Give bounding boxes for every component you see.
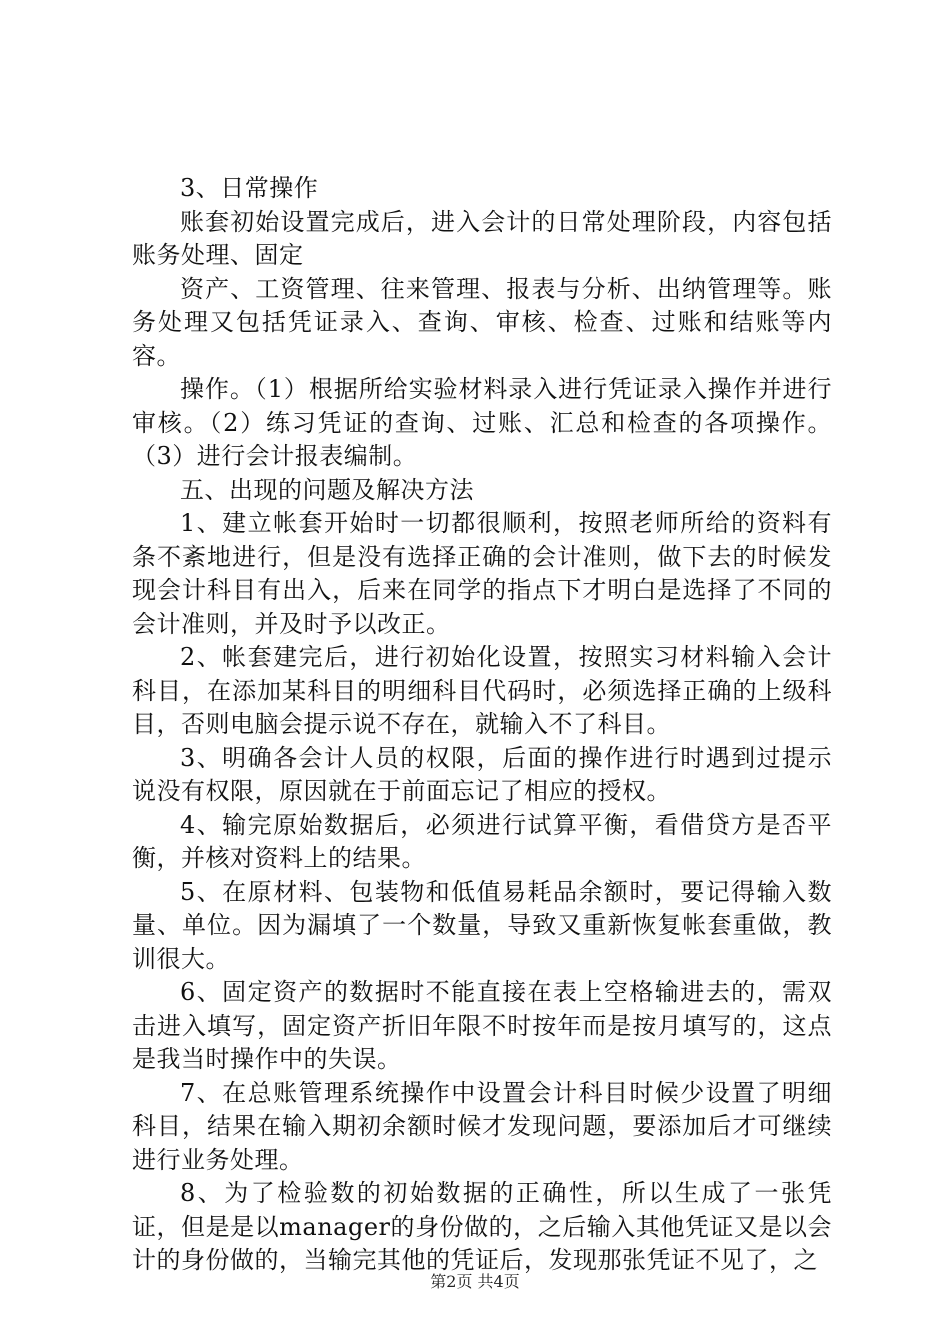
paragraph-heading-problems: 五、出现的问题及解决方法 <box>180 475 474 504</box>
paragraph: 2、帐套建完后，进行初始化设置，按照实习材料输入会计科目，在添加某科目的明细科目代码时，必须选择正确的上级科目，否则电脑会提示说不存在，就输入不了科目。 <box>132 643 832 738</box>
page-number: 第2页 共4页 <box>430 1272 520 1291</box>
paragraph: 4、输完原始数据后，必须进行试算平衡，看借贷方是否平衡，并核对资料上的结果。 <box>132 810 832 872</box>
paragraph: 账套初始设置完成后，进入会计的日常处理阶段，内容包括账务处理、固定 <box>132 207 832 269</box>
page-footer <box>0 1272 950 1292</box>
paragraph: 1、建立帐套开始时一切都很顺利，按照老师所给的资料有条不紊地进行，但是没有选择正确的会计准则，做下去的时候发现会计科目有出入，后来在同学的指点下才明白是选择了不同的会计准则，并及时予以改正。 <box>132 509 832 638</box>
paragraph: 5、在原材料、包装物和低值易耗品余额时，要记得输入数量、单位。因为漏填了一个数量，导致又重新恢复帐套重做，教训很大。 <box>132 877 832 973</box>
paragraph: 操作。（1）根据所给实验材料录入进行凭证录入操作并进行审核。（2）练习凭证的查询、过账、汇总和检查的各项操作。（3）进行会计报表编制。 <box>132 375 832 470</box>
paragraph: 7、在总账管理系统操作中设置会计科目时候少设置了明细科目，结果在输入期初余额时候才发现问题，要添加后才可继续进行业务处理。 <box>132 1078 832 1174</box>
paragraph-heading-daily-operation: 3、日常操作 <box>180 174 319 202</box>
paragraph: 3、明确各会计人员的权限，后面的操作进行时遇到过提示说没有权限，原因就在于前面忘记了相应的授权。 <box>132 743 832 805</box>
paragraph: 6、固定资产的数据时不能直接在表上空格输进去的，需双击进入填写，固定资产折旧年限不时按年而是按月填写的，这点是我当时操作中的失误。 <box>132 978 832 1073</box>
document-body <box>132 172 832 1278</box>
paragraph: 8、为了检验数的初始数据的正确性，所以生成了一张凭证，但是是以manager的身份做的，之后输入其他凭证又是以会计的身份做的，当输完其他的凭证后，发现那张凭证不见了，之 <box>132 1179 832 1274</box>
paragraph: 资产、工资管理、往来管理、报表与分析、出纳管理等。账务处理又包括凭证录入、查询、审核、检查、过账和结账等内容。 <box>132 274 832 370</box>
